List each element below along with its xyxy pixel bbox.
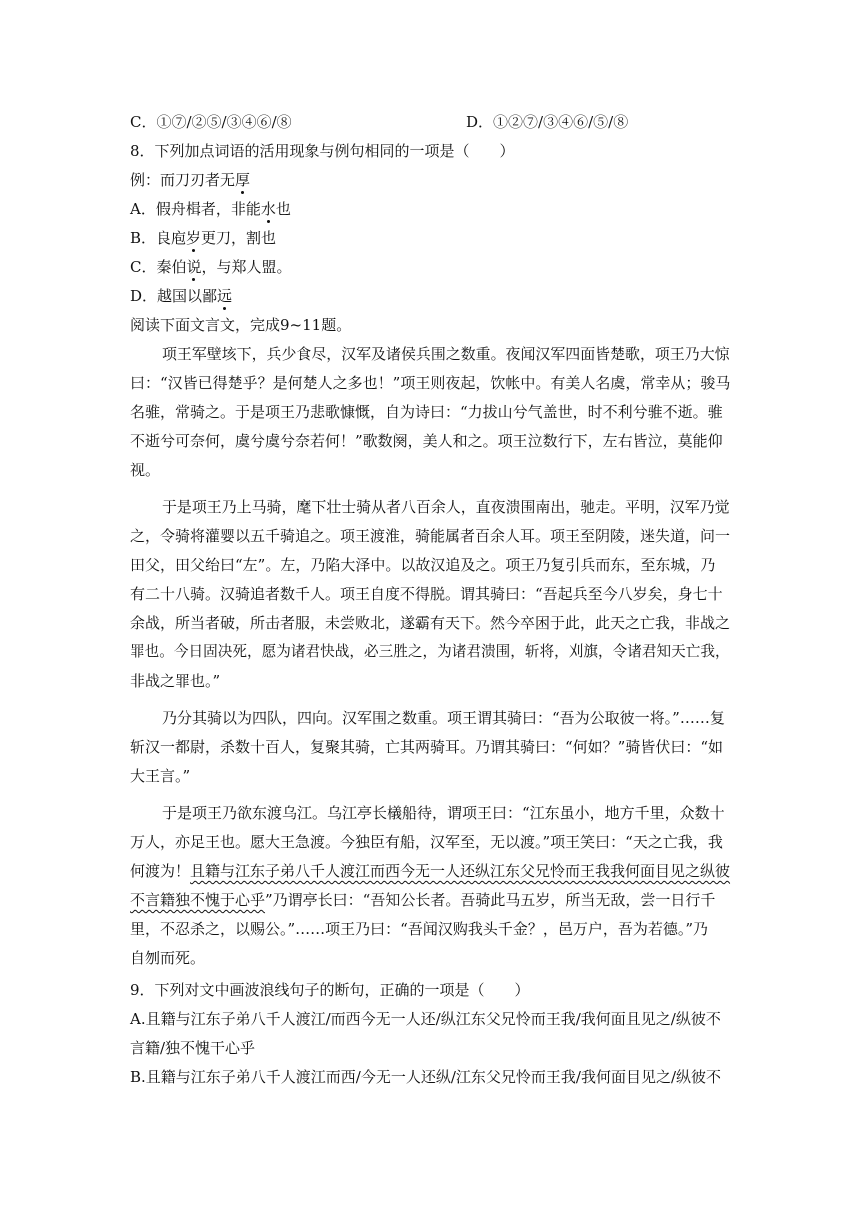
q8-option-c-suffix: ，与郑人盟。 (201, 258, 292, 276)
q9-option-a-cont: 言籍/独不愧干心乎 (130, 1039, 256, 1057)
reading-intro: 阅读下面文言文，完成9~11题。 (130, 316, 352, 334)
q8-option-d-dotted-word: 远 (217, 287, 233, 305)
passage-line: 于是项王乃上马骑，麾下壮士骑从者八百余人，直夜溃围南出，驰走。平明，汉军乃觉 (162, 498, 730, 516)
q8-example-dotted-word: 厚 (235, 171, 251, 189)
passage-line (130, 889, 715, 911)
passage-line: 罪也。今日固决死，愿为诸君快战，必三胜之，为诸君溃围，斩将，刈旗，令诸君知天亡我， (130, 643, 730, 660)
passage-line: 非战之罪也。” (130, 672, 221, 690)
passage-line: 不逝兮可奈何，虞兮虞兮奈若何！”歌数阕，美人和之。项王泣数行下，左右皆泣，莫能仰 (130, 432, 723, 450)
passage-line: 自刎而死。 (130, 949, 206, 967)
passage-line: 余战，所当者破，所击者服，未尝败北，遂霸有天下。然今卒困于此，此天之亡我，非战之 (130, 614, 731, 632)
passage-line: 名骓，常骑之。于是项王乃悲歌慷慨，自为诗曰：“力拔山兮气盖世，时不利兮骓不逝。骓 (130, 403, 723, 421)
passage-line: 视。 (130, 461, 161, 479)
q8-option-a-dotted-word: 水 (260, 200, 276, 218)
q9-option-b: B.且籍与江东子弟八千人渡江而西/今无一人还纵/江东父兄怜而王我/我何面目见之/纵彼不 (130, 1068, 722, 1086)
passage-text: ”乃谓亭长曰：“吾知公长者。吾骑此马五岁，所当无敌，尝一日行千 (265, 891, 716, 909)
passage-line: 于是项王乃欲东渡乌江。乌江亭长檥船待，谓项王曰：“江东虽小，地方千里，众数十 (162, 804, 725, 822)
q8-option-b-suffix: 更刀，割也 (201, 229, 277, 247)
q8-example-text: 例：而刀刃者无 (130, 171, 236, 189)
q8-option-c-prefix: C．秦伯 (130, 258, 187, 276)
q9-option-a: A.且籍与江东子弟八千人渡江/而西今无一人还/纵江东父兄怜而王我/我何面且见之/纵彼不 (130, 1010, 721, 1028)
q8-option-d-prefix: D．越国以鄙 (130, 287, 218, 305)
q8-stem: 8．下列加点词语的活用现象与例句相同的一项是（ ） (130, 142, 515, 160)
passage-line: 之，令骑将灌婴以五千骑追之。项王渡淮，骑能属者百余人耳。项王至阴陵，迷失道，问一 (130, 527, 731, 545)
q8-option-d (130, 285, 232, 307)
q8-option-b-prefix: B．良庖 (130, 229, 187, 247)
q8-option-a-prefix: A．假舟楫者，非能 (130, 200, 261, 218)
q8-option-b (130, 227, 276, 249)
q8-example (130, 169, 250, 191)
q8-option-c-dotted-word: 说 (186, 258, 202, 276)
passage-line: 里，不忍杀之，以赐公。”……项王乃曰：“吾闻汉购我头千金？，邑万户，吾为若德。”乃 (130, 920, 709, 938)
q8-option-a (130, 198, 291, 220)
passage-line: 曰：“汉皆已得楚乎？是何楚人之多也！”项王则夜起，饮帐中。有美人名虞，常幸从；骏马 (130, 374, 731, 392)
q9-stem: 9．下列对文中画波浪线句子的断句，正确的一项是（ ） (130, 981, 530, 999)
q8-option-c (130, 256, 292, 278)
q8-option-a-suffix: 也 (275, 200, 291, 218)
passage-line: 乃分其骑以为四队，四向。汉军围之数重。项王谓其骑曰：“吾为公取彼一将。”……复 (162, 709, 725, 727)
passage-text: 何渡为！ (130, 862, 191, 880)
passage-line: 大王言。” (130, 767, 191, 785)
passage-line: 项王军壁垓下，兵少食尽，汉军及诸侯兵围之数重。夜闻汉军四面皆楚歌，项王乃大惊 (162, 345, 730, 363)
passage-line: 斩汉一都尉，杀数十百人，复聚其骑，亡其两骑耳。乃谓其骑曰：“何如？”骑皆伏曰：“如 (130, 738, 724, 756)
passage-line: 有二十八骑。汉骑追者数千人。项王自度不得脱。谓其骑曰：“吾起兵至今八岁矣，身七十 (130, 585, 723, 603)
passage-line: 万人，亦足王也。愿大王急渡。今独臣有船，汉军至，无以渡。”项王笑曰：“天之亡我，我 (130, 833, 723, 851)
q7-option-d: D．①②⑦/③④⑥/⑤/⑧ (466, 113, 629, 131)
passage-line: 田父，田父绐曰“左”。左，乃陷大泽中。以故汉追及之。项王乃复引兵而东，至东城，乃 (130, 556, 716, 574)
wavy-underlined-sentence: 且籍与江东子弟八千人渡江而西今无一人还纵江东父兄怜而王我我何面目见之纵彼 (190, 862, 731, 880)
q7-option-c: C．①⑦/②⑤/③④⑥/⑧ (130, 113, 292, 131)
q8-option-b-dotted-word: 岁 (186, 229, 202, 247)
wavy-underlined-sentence: 不言籍独不愧于心乎 (130, 891, 266, 909)
passage-line (130, 860, 730, 882)
